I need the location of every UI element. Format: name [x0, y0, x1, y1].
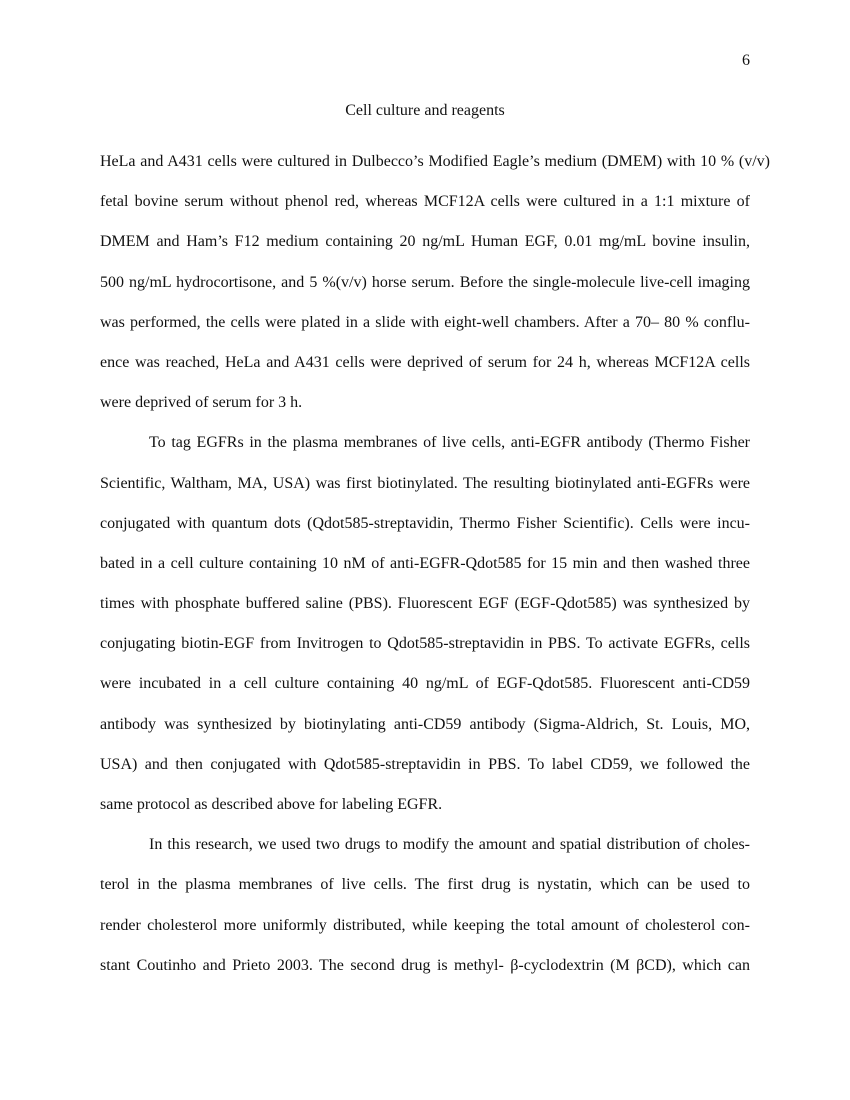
text-line: render cholesterol more uniformly distributed, while keeping the total amount of cholesterol con-: [100, 916, 750, 934]
text-line: times with phosphate buffered saline (PBS). Fluorescent EGF (EGF-Qdot585) was synthesized by: [100, 595, 750, 613]
paragraph-cell-culture: [100, 142, 770, 423]
text-line: same protocol as described above for labeling EGFR.: [100, 796, 443, 813]
text-line: conjugated with quantum dots (Qdot585-streptavidin, Thermo Fisher Scientific). Cells were incu-: [100, 514, 750, 532]
section-heading: Cell culture and reagents: [345, 102, 505, 119]
text-line: To tag EGFRs in the plasma membranes of live cells, anti-EGFR antibody (Thermo Fisher: [149, 434, 750, 452]
text-line: 500 ng/mL hydrocortisone, and 5 %(v/v) horse serum. Before the single-molecule live-cell imaging: [100, 273, 750, 291]
page-number: 6: [742, 52, 750, 69]
text-line: were incubated in a cell culture containing 40 ng/mL of EGF-Qdot585. Fluorescent anti-CD59: [100, 675, 750, 693]
text-line: fetal bovine serum without phenol red, whereas MCF12A cells were cultured in a 1:1 mixture of: [100, 193, 750, 211]
text-line: DMEM and Ham’s F12 medium containing 20 ng/mL Human EGF, 0.01 mg/mL bovine insulin,: [100, 233, 750, 251]
paragraph-egfr-tagging: [100, 423, 750, 825]
text-line: were deprived of serum for 3 h.: [100, 394, 303, 412]
text-line: antibody was synthesized by biotinylating anti-CD59 antibody (Sigma-Aldrich, St. Louis, MO,: [100, 715, 750, 733]
paragraph-cholesterol-drugs: [100, 825, 750, 986]
text-line: bated in a cell culture containing 10 nM of anti-EGFR-Qdot585 for 15 min and then washed three: [100, 554, 750, 572]
body-text: [100, 142, 770, 986]
text-line: In this research, we used two drugs to modify the amount and spatial distribution of choles-: [149, 836, 750, 854]
text-line: conjugating biotin-EGF from Invitrogen to Qdot585-streptavidin in PBS. To activate EGFRs, cells: [100, 635, 750, 653]
text-line: terol in the plasma membranes of live cells. The first drug is nystatin, which can be used to: [100, 876, 750, 894]
text-line: HeLa and A431 cells were cultured in Dulbecco’s Modified Eagle’s medium (DMEM) with 10 % (v/v): [100, 153, 770, 170]
text-line: stant Coutinho and Prieto 2003. The second drug is methyl- β-cyclodextrin (M βCD), which can: [100, 956, 750, 974]
text-line: Scientific, Waltham, MA, USA) was first biotinylated. The resulting biotinylated anti-EGFRs were: [100, 474, 750, 492]
text-line: ence was reached, HeLa and A431 cells were deprived of serum for 24 h, whereas MCF12A cells: [100, 353, 750, 371]
text-line: was performed, the cells were plated in a slide with eight-well chambers. After a 70– 80 % conflu-: [100, 313, 750, 331]
text-line: USA) and then conjugated with Qdot585-streptavidin in PBS. To label CD59, we followed the: [100, 755, 750, 773]
